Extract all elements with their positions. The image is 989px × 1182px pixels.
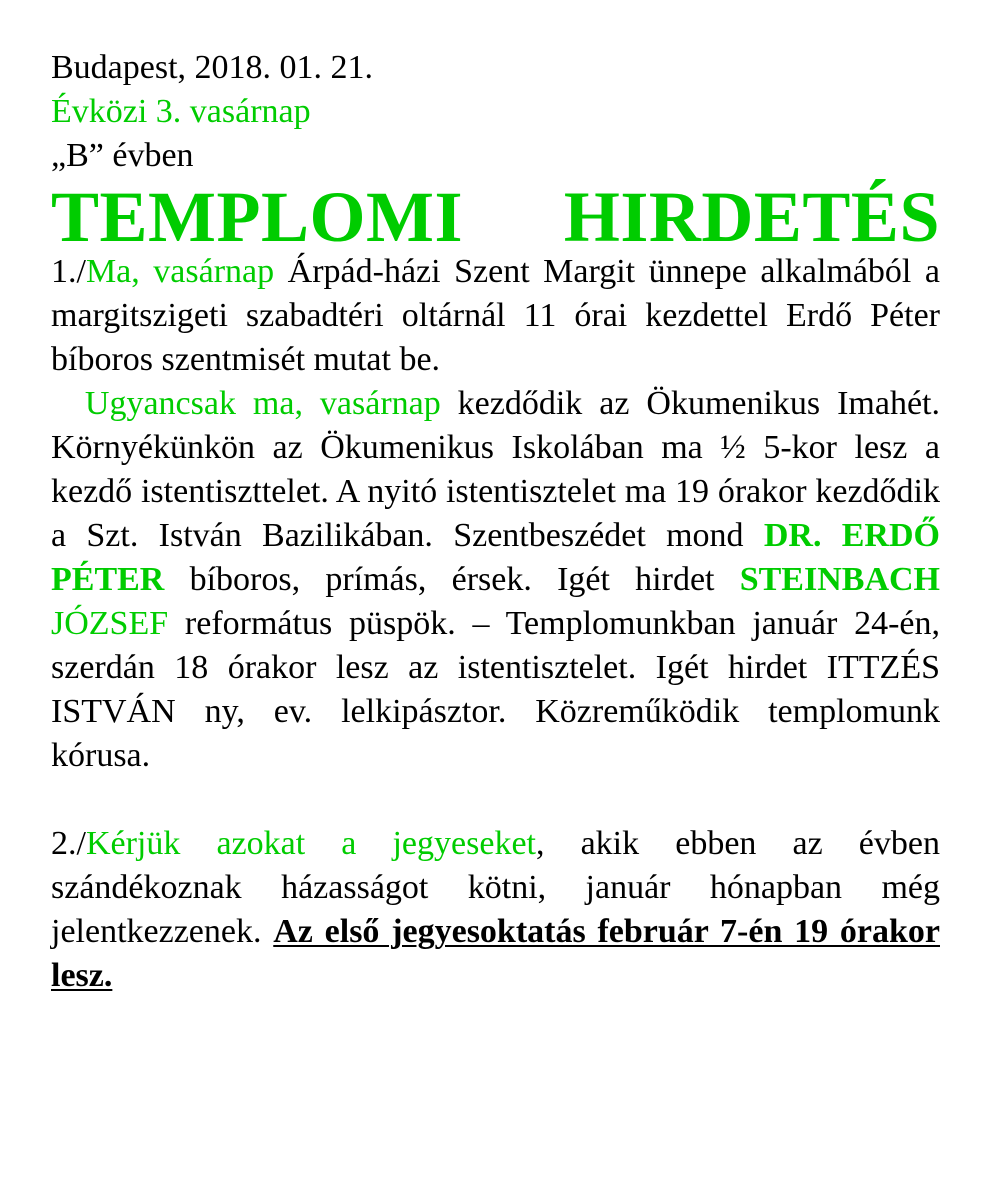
announcement-1-lead-2: Ugyancsak ma, vasárnap (84, 385, 441, 422)
announcement-1 (51, 250, 940, 382)
sunday-line: Évközi 3. vasárnap (51, 93, 311, 130)
announcement-2 (51, 822, 940, 998)
announcement-2-lead: Kérjük azokat a jegyeseket (85, 825, 536, 862)
bishop-name-bold: STEINBACH (739, 561, 940, 598)
announcement-2-number: 2./ (51, 825, 86, 862)
announcement-2-text: , akik ebben az évben szándékoznak házasságot kötni, január hónapban még jelentkezzenek. (51, 825, 940, 950)
bishop-name-regular: JÓZSEF (51, 605, 169, 642)
year-line: „B” évben (51, 137, 194, 174)
announcement-1-number: 1./ (51, 253, 86, 290)
paragraph-gap (51, 778, 940, 822)
announcement-1-continued (51, 382, 940, 778)
announcement-2-emphasis: Az első jegyesoktatás február 7-én 19 órakor lesz. (51, 913, 940, 994)
announcement-1-text-2: kezdődik az Ökumenikus Imahét. Környékünkön az Ökumenikus Iskolában ma ½ 5-kor lesz a kezdő istentiszttelet. A nyitó istentisztelet ma 19 órakor kezdődik a Szt. István Bazilikában. Szentbeszédet mond (51, 385, 941, 554)
announcement-1-text: Árpád-házi Szent Margit ünnepe alkalmából a margitszigeti szabadtéri oltárnál 11 órai kezdettel Erdő Péter bíboros szentmisét mutat be. (51, 253, 940, 378)
page-title: TEMPLOMI HIRDETÉS (51, 177, 940, 257)
announcement-1-text-4: református püspök. – Templomunkban január 24-én, szerdán 18 órakor lesz az istentisztelet. Igét hirdet ITTZÉS ISTVÁN ny, ev. lelkipásztor. Közreműködik templomunk kórusa. (51, 605, 940, 774)
preacher-name: DR. ERDŐ PÉTER (51, 517, 940, 598)
date-line: Budapest, 2018. 01. 21. (51, 49, 374, 86)
announcement-1-lead: Ma, vasárnap (85, 253, 275, 290)
announcement-1-text-3: bíboros, prímás, érsek. Igét hirdet (164, 561, 740, 598)
announcement-document (51, 46, 940, 998)
